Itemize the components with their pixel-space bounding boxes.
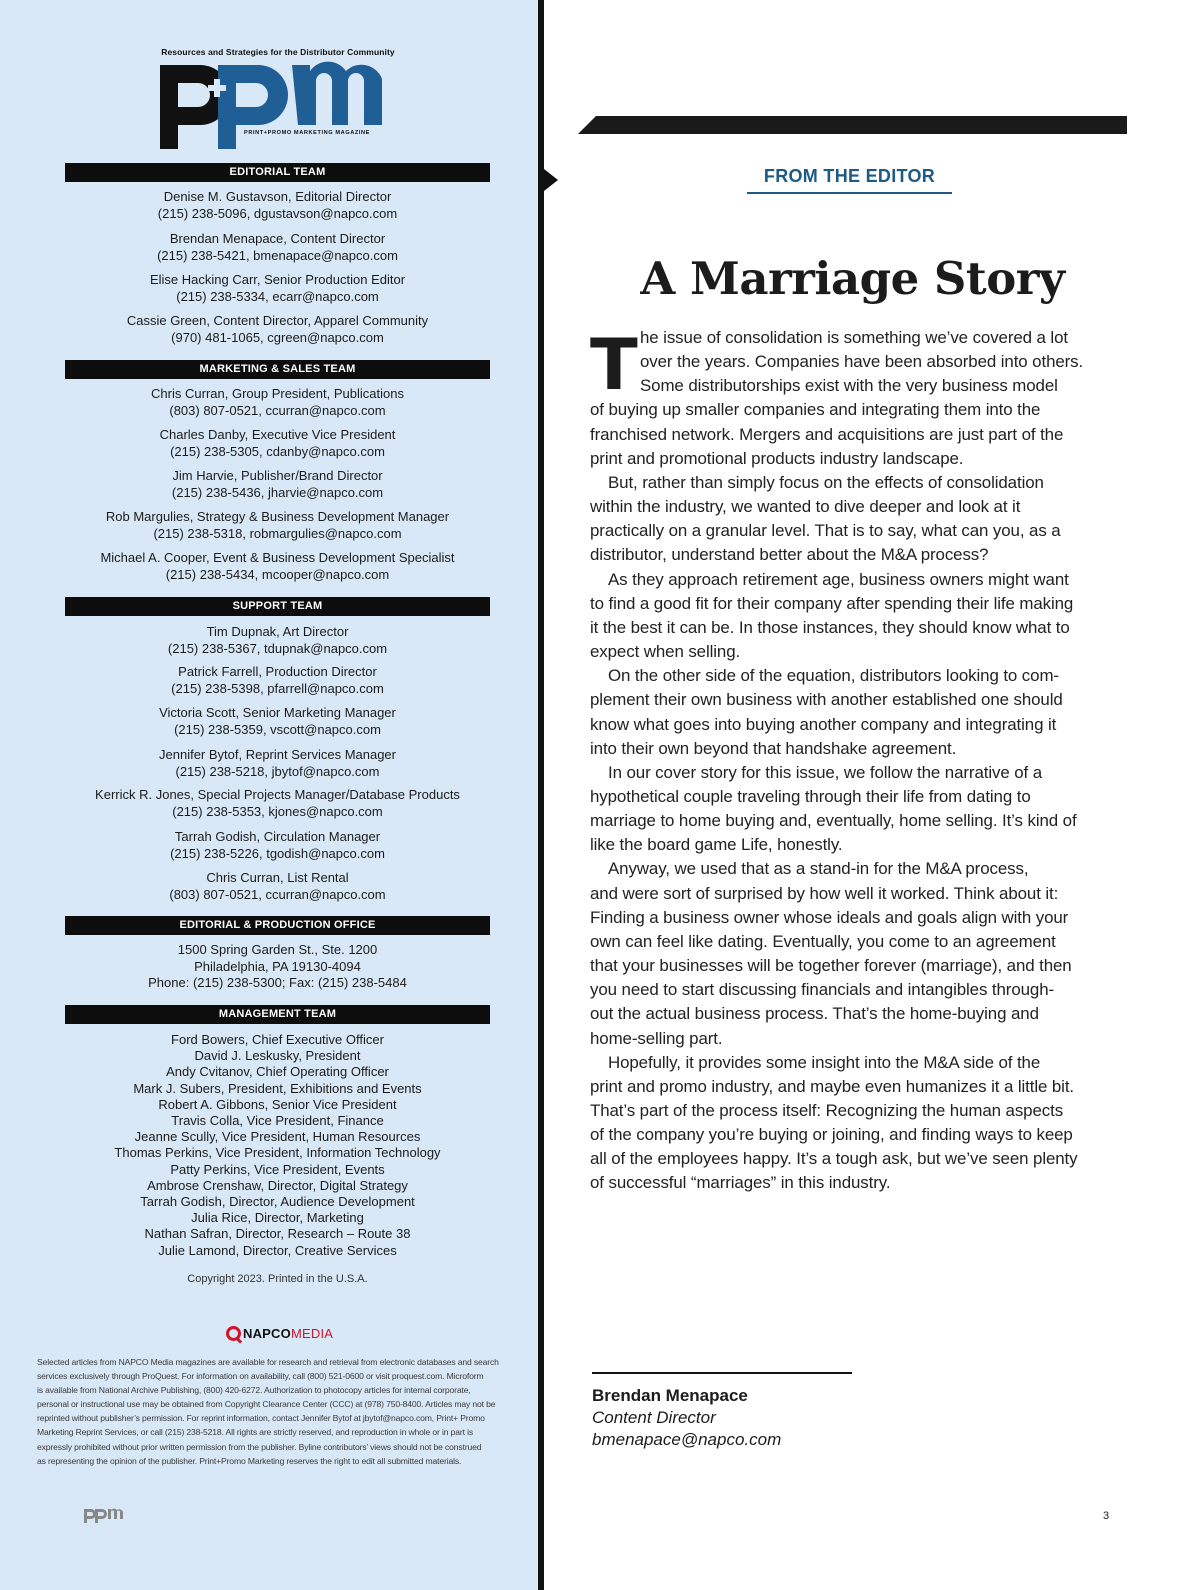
article-line: On the other side of the equation, distributors looking to com- [608,666,1059,686]
article-line: and were sort of surprised by how well it worked. Think about it: [590,883,1059,903]
ppm-logo-mark [158,59,398,153]
article-body [590,326,1130,1196]
article-line: over the years. Companies have been absorbed into others. [640,352,1084,372]
management-member: Mark J. Subers, President, Exhibitions and Events [133,1080,422,1096]
article-line: own can feel like dating. Eventually, you come to an agreement [590,931,1056,951]
article-line: Finding a business owner whose ideals and goals align with your [590,907,1069,927]
management-member: Ford Bowers, Chief Executive Officer [171,1032,384,1047]
office-heading: EDITORIAL & PRODUCTION OFFICE [65,916,490,935]
drop-cap: T [590,324,638,406]
legal-line: services exclusively through ProQuest. For information on availability, call (800) 521-0600 or visit proquest.com. Microform [37,1371,484,1382]
article-line: In our cover story for this issue, we follow the narrative of a [608,762,1042,782]
contact-name: Kerrick R. Jones, Special Projects Manager/Database Products [95,787,460,802]
contact-entry [40,664,515,697]
contact-name: Rob Margulies, Strategy & Business Development Manager [105,509,450,524]
article-line: it the best it can be. In those instances, they should know what to [590,617,1070,637]
management-member: Julie Lamond, Director, Creative Services [158,1242,397,1258]
contact-name: Jim Harvie, Publisher/Brand Director [172,468,383,483]
management-member: Jeanne Scully, Vice President, Human Resources [134,1129,421,1145]
legal-line: is available from National Archive Publishing, (800) 420-6272. Authorization to photocopy articles for internal corporate, [37,1385,471,1396]
article-line: within the industry, we wanted to dive deeper and look at it [590,497,1021,517]
signature-rule [592,1372,852,1374]
article-line: print and promotional products industry landscape. [590,448,964,468]
contact-info: (215) 238-5318, robmargulies@napco.com [153,525,402,541]
contact-info: (215) 238-5436, jharvie@napco.com [171,484,384,500]
column-divider [538,0,544,1590]
contact-info: (215) 238-5421, bmenapace@napco.com [157,247,398,263]
author-name: Brendan Menapace [592,1386,748,1405]
contact-name: Brendan Menapace, Content Director [169,231,386,246]
logo-tagline: Resources and Strategies for the Distributor Community [161,47,395,57]
contact-entry [40,231,515,264]
article-line: all of the employees happy. It’s a tough ask, but we’ve seen plenty [590,1149,1078,1169]
contact-name: Jennifer Bytof, Reprint Services Manager [159,747,396,762]
contact-entry [40,705,515,738]
article-line: of successful “marriages” in this industry. [590,1173,891,1193]
contact-info: (215) 238-5434, mcooper@napco.com [165,566,390,582]
management-list [40,1032,515,1259]
article-line: marriage to home buying and, eventually, home selling. It’s kind of [590,811,1077,831]
article-line: print and promo industry, and maybe even humanizes it a little bit. [590,1076,1075,1096]
management-member: Andy Cvitanov, Chief Operating Officer [166,1064,389,1080]
management-member: Ambrose Crenshaw, Director, Digital Strategy [147,1177,408,1193]
contact-name: Patrick Farrell, Production Director [178,664,377,679]
contact-entry [40,272,515,305]
contact-entry [40,829,515,862]
author-email: bmenapace@napco.com [592,1430,782,1449]
article-line: hypothetical couple traveling through their life from dating to [590,786,1031,806]
article-line: franchised network. Mergers and acquisitions are just part of the [590,424,1064,444]
management-member: David J. Leskusky, President [194,1048,361,1064]
contact-info: (215) 238-5398, pfarrell@napco.com [171,680,384,696]
divider-arrow-icon [544,169,558,191]
header-rule-bar [578,116,1127,134]
contact-info: (215) 238-5353, kjones@napco.com [172,803,383,819]
contact-info: (215) 238-5367, tdupnak@napco.com [167,640,388,656]
article-line: Anyway, we used that as a stand-in for the M&A process, [608,859,1029,879]
phone-line: Phone: (215) 238-5300; Fax: (215) 238-5484 [148,975,407,990]
legal-notice [37,1355,527,1468]
contact-entry [40,468,515,501]
article-line: But, rather than simply focus on the effects of consolidation [608,472,1044,492]
legal-line: expressly prohibited without prior written permission from the publisher. Byline contributors’ views should not be construed [37,1441,482,1452]
address-line: Philadelphia, PA 19130-4094 [194,958,361,974]
address-line: 1500 Spring Garden St., Ste. 1200 [177,942,378,957]
article-line: practically on a granular level. That is to say, what can you, as a [590,521,1061,541]
media-logo-text: MEDIA [290,1325,334,1341]
article-line: Hopefully, it provides some insight into the M&A side of the [608,1052,1041,1072]
editorial-team-heading: EDITORIAL TEAM [65,163,490,182]
contact-entry [40,189,515,222]
section-kicker: FROM THE EDITOR [763,166,936,186]
napco-logo-text: NAPCO [243,1325,291,1341]
article-line: into their own beyond that handshake agreement. [590,738,957,758]
contact-name: Charles Danby, Executive Vice President [159,427,396,442]
article-line: of the company you’re buying or joining, and finding ways to keep [590,1125,1073,1145]
contact-name: Tim Dupnak, Art Director [206,624,349,639]
contact-name: Chris Curran, Group President, Publications [151,386,404,401]
napco-logo-icon [226,1326,241,1341]
napco-media-logo [226,1324,333,1342]
legal-line: Marketing Reprint Services, or call (215) 238-5218. All rights are strictly reserved, and reproduction in whole or in part is [37,1427,473,1438]
contact-info: (803) 807-0521, ccurran@napco.com [169,402,386,418]
contact-info: (215) 238-5096, dgustavson@napco.com [157,205,398,221]
article-line: out the actual business process. That’s the home-buying and [590,1004,1039,1024]
contact-name: Cassie Green, Content Director, Apparel Community [126,313,429,328]
author-title: Content Director [592,1408,716,1427]
ppm-logo [158,47,398,155]
article-line: that your businesses will be together forever (marriage), and then [590,956,1072,976]
contact-entry [40,624,515,657]
contact-entry [40,386,515,419]
contact-name: Chris Curran, List Rental [206,870,349,885]
article-line: know what goes into buying another company and integrating it [590,714,1057,734]
management-member: Robert A. Gibbons, Senior Vice President [158,1096,397,1112]
ppm-footer-logo [84,1507,124,1525]
support-team-heading: SUPPORT TEAM [65,597,490,616]
contact-info: (215) 238-5359, vscott@napco.com [174,721,381,737]
contact-name: Denise M. Gustavson, Editorial Director [163,189,392,204]
article-line: distributor, understand better about the M&A process? [590,545,989,565]
office-address [40,942,515,992]
management-member: Tarrah Godish, Director, Audience Development [140,1194,415,1210]
legal-line: personal or instructional use may be obtained from Copyright Clearance Center (CCC) at (978) 750-8400. Articles may not be [37,1399,496,1410]
management-team-heading: MANAGEMENT TEAM [65,1005,490,1024]
masthead-column [0,0,538,1590]
contact-info: (215) 238-5226, tgodish@napco.com [170,845,385,861]
contact-entry [40,427,515,460]
contact-info: (215) 238-5334, ecarr@napco.com [176,288,379,304]
contact-entry [40,870,515,903]
article-line: home-selling part. [590,1028,723,1048]
contact-entry [40,747,515,780]
contact-name: Elise Hacking Carr, Senior Production Editor [149,272,406,287]
contact-name: Tarrah Godish, Circulation Manager [174,829,381,844]
article-line: As they approach retirement age, business owners might want [608,569,1069,589]
article-line: expect when selling. [590,642,741,662]
article-line: Some distributorships exist with the very business model [640,376,1058,396]
article-line: like the board game Life, honestly. [590,835,843,855]
marketing-team-heading: MARKETING & SALES TEAM [65,360,490,379]
contact-info: (970) 481-1065, cgreen@napco.com [171,329,384,345]
article-line: That’s part of the process itself: Recognizing the human aspects [590,1101,1064,1120]
article-line: to find a good fit for their company after spending their life making [590,593,1074,613]
copyright-notice: Copyright 2023. Printed in the U.S.A. [187,1273,368,1285]
article-title: A Marriage Story [640,252,1065,305]
logo-subtitle: PRINT+PROMO MARKETING MAGAZINE [244,130,370,136]
article-line: you need to start discussing financials and intangibles through- [590,980,1055,1000]
contact-info: (215) 238-5218, jbytof@napco.com [175,763,380,779]
management-member: Julia Rice, Director, Marketing [191,1210,364,1226]
management-member: Thomas Perkins, Vice President, Information Technology [114,1145,441,1161]
article-line: he issue of consolidation is something we’ve covered a lot [640,328,1068,347]
contact-name: Michael A. Cooper, Event & Business Development Specialist [100,550,455,565]
contact-entry [40,509,515,542]
page-number: 3 [1103,1510,1110,1522]
contact-entry [40,313,515,346]
contact-info: (215) 238-5305, cdanby@napco.com [170,443,385,459]
legal-line: as representing the opinion of the publisher. Print+Promo Marketing reserves the right to edit all submitted materials. [37,1455,462,1466]
contact-entry [40,550,515,583]
article-line: of buying up smaller companies and integrating them into the [590,400,1041,420]
management-member: Patty Perkins, Vice President, Events [170,1161,385,1177]
contact-info: (803) 807-0521, ccurran@napco.com [169,886,386,902]
article-line: plement their own business with another established one should [590,690,1063,710]
contact-name: Victoria Scott, Senior Marketing Manager [159,705,396,720]
legal-line: reprinted without publisher’s permission. For reprint information, contact Jennifer Bytof at jbytof@napco.com, Print+ Promo [37,1413,485,1424]
contact-entry [40,787,515,820]
management-member: Travis Colla, Vice President, Finance [171,1113,384,1129]
kicker-underline [747,192,952,194]
legal-line: Selected articles from NAPCO Media magazines are available for research and retrieval from electronic databases and search [37,1357,499,1367]
management-member: Nathan Safran, Director, Research – Route 38 [144,1226,411,1242]
